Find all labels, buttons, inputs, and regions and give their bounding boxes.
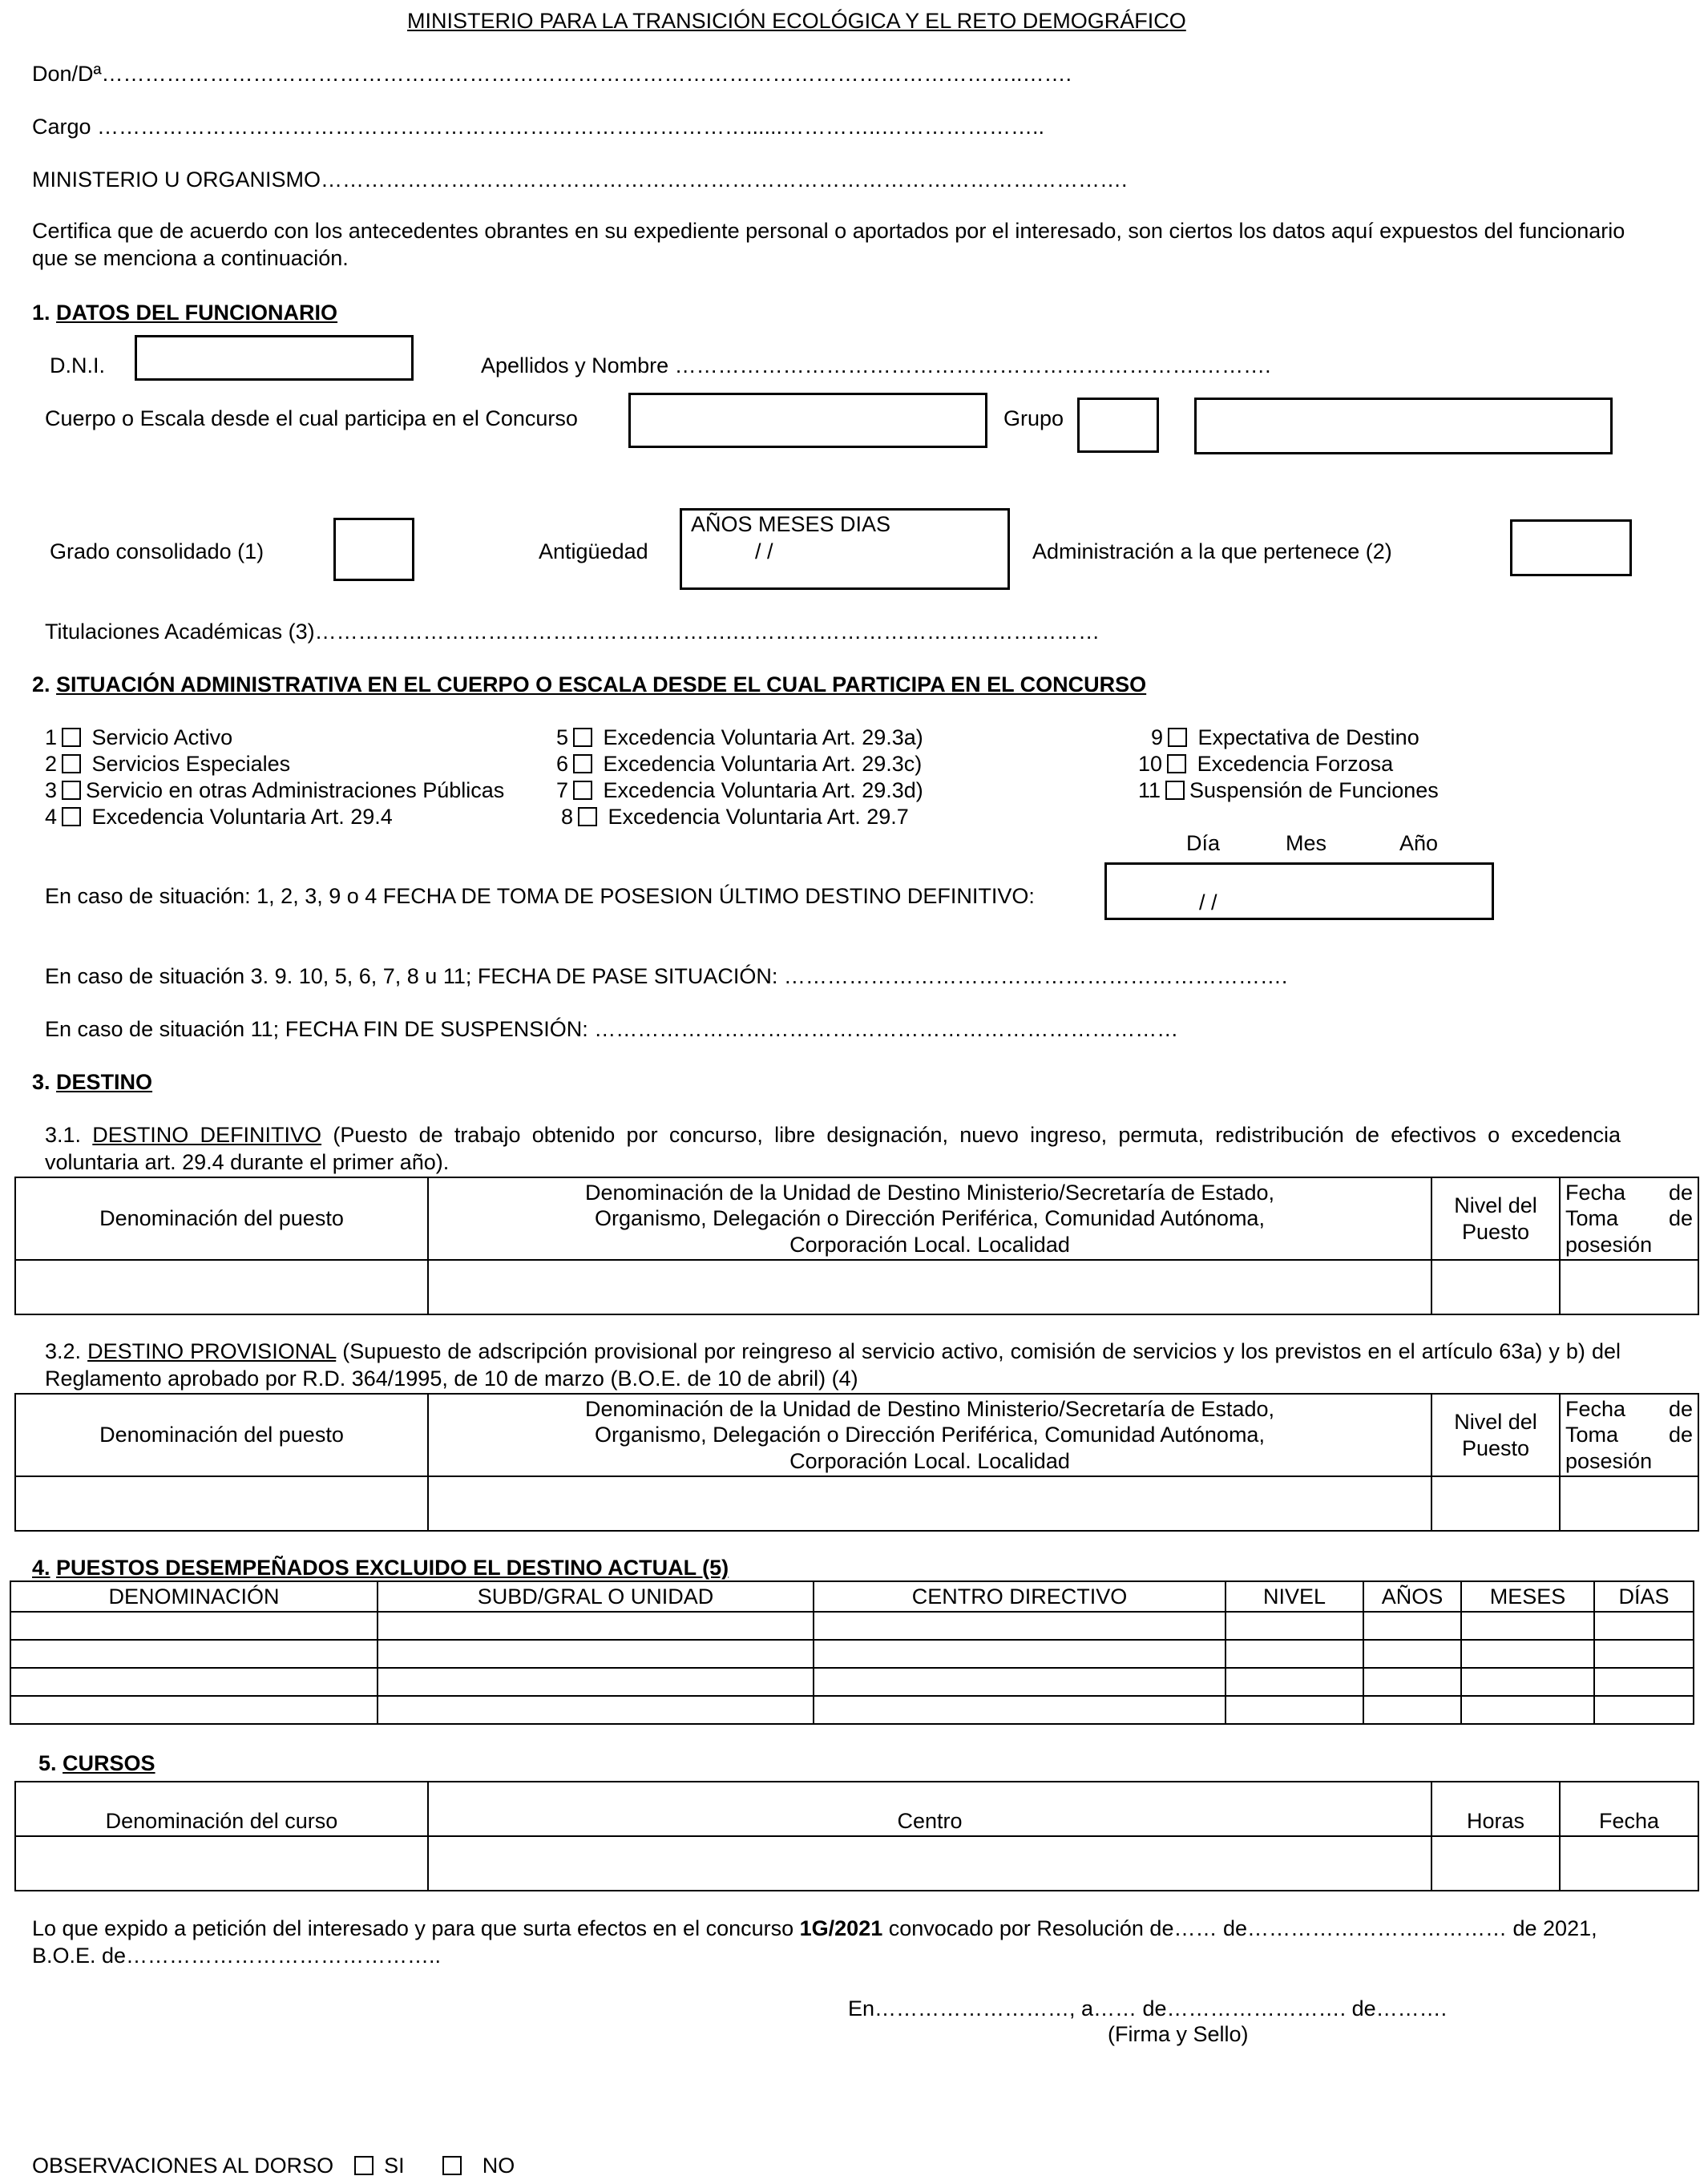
option-3[interactable]: 3 Servicio en otras Administraciones Públicas bbox=[45, 778, 505, 802]
destino-definitivo-text: 3.1. DESTINO DEFINITIVO (Puesto de trabajo obtenido por concurso, libre designación, nuevo ingreso, permuta, redistribución de efectivos o excedencia voluntaria art. 29.4 durante el primer año). bbox=[45, 1123, 1621, 1174]
table-cell-input[interactable] bbox=[15, 1260, 428, 1314]
grupo-label: Grupo bbox=[1003, 406, 1064, 430]
option-label: Expectativa de Destino bbox=[1197, 725, 1419, 749]
col-nivel: Nivel del Puesto bbox=[1431, 1177, 1560, 1260]
option-7[interactable]: 7 Excedencia Voluntaria Art. 29.3d) bbox=[556, 778, 923, 802]
col-unidad: Denominación de la Unidad de Destino Ministerio/Secretaría de Estado, Organismo, Delegación o Dirección Periférica, Comunidad Autónoma, Corporación Local. Localidad bbox=[428, 1394, 1431, 1476]
toma-posesion-text: En caso de situación: 1, 2, 3, 9 o 4 FECHA DE TOMA DE POSESION ÚLTIMO DESTINO DEFINITIVO: bbox=[45, 884, 1035, 908]
grupo-extra-input[interactable] bbox=[1194, 398, 1613, 454]
option-label: Excedencia Voluntaria Art. 29.3d) bbox=[603, 778, 923, 802]
option-label: Excedencia Voluntaria Art. 29.3c) bbox=[603, 752, 923, 776]
observaciones-no-label: NO bbox=[482, 2154, 515, 2178]
table-cell-input[interactable] bbox=[1560, 1476, 1698, 1531]
cargo-field[interactable]: Cargo ………………………………………………………………………………......…………..………………….. bbox=[32, 115, 1045, 139]
col-fecha: Fecha de Toma de posesión bbox=[1560, 1177, 1698, 1260]
administracion-input[interactable] bbox=[1510, 519, 1632, 576]
table-cell-input[interactable] bbox=[428, 1260, 1431, 1314]
date-header-ano: Año bbox=[1399, 831, 1439, 855]
fecha-pase-field[interactable]: En caso de situación 3. 9. 10, 5, 6, 7, 8 u 11; FECHA DE PASE SITUACIÓN: ……………………………………………………………. bbox=[45, 964, 1288, 988]
option-label: Suspensión de Funciones bbox=[1189, 778, 1439, 802]
toma-posesion-date-input[interactable] bbox=[1104, 862, 1494, 920]
observaciones-row bbox=[32, 2153, 515, 2178]
section-4-title: PUESTOS DESEMPEÑADOS EXCLUIDO EL DESTINO ACTUAL (5) bbox=[56, 1556, 729, 1580]
section-1-title: DATOS DEL FUNCIONARIO bbox=[56, 301, 338, 325]
checkbox-5[interactable] bbox=[573, 728, 592, 747]
firma-label: (Firma y Sello) bbox=[1108, 2022, 1249, 2046]
table-row[interactable] bbox=[10, 1668, 1694, 1696]
ministerio-field[interactable]: MINISTERIO U ORGANISMO…………………………………………………………………………………………………. bbox=[32, 168, 1128, 192]
option-label: Servicio Activo bbox=[91, 725, 233, 749]
grado-input[interactable] bbox=[333, 518, 414, 581]
table-cell-input[interactable] bbox=[1431, 1836, 1560, 1891]
checkbox-8[interactable] bbox=[578, 807, 597, 826]
checkbox-10[interactable] bbox=[1167, 754, 1186, 773]
col-meses: MESES bbox=[1461, 1581, 1594, 1612]
antiguedad-header: AÑOS MESES DIAS bbox=[691, 512, 891, 536]
section-5-heading bbox=[38, 1750, 155, 1776]
col-denominacion: DENOMINACIÓN bbox=[10, 1581, 378, 1612]
section-1-number: 1. bbox=[32, 301, 50, 325]
table-cell-input[interactable] bbox=[1431, 1476, 1560, 1531]
option-4[interactable]: 4 Excedencia Voluntaria Art. 29.4 bbox=[45, 805, 393, 829]
section-4-number: 4. bbox=[32, 1556, 50, 1580]
checkbox-4[interactable] bbox=[62, 807, 81, 826]
table-row[interactable] bbox=[10, 1640, 1694, 1668]
option-label: Excedencia Voluntaria Art. 29.3a) bbox=[603, 725, 923, 749]
section-5-title: CURSOS bbox=[63, 1751, 155, 1775]
option-5[interactable]: 5 Excedencia Voluntaria Art. 29.3a) bbox=[556, 725, 923, 749]
section-2-number: 2. bbox=[32, 672, 50, 696]
titulaciones-field[interactable]: Titulaciones Académicas (3)………………………………………………….…………………………………………… bbox=[45, 620, 1100, 644]
col-nivel: NIVEL bbox=[1226, 1581, 1363, 1612]
observaciones-si-label: SI bbox=[384, 2154, 405, 2178]
table-row[interactable] bbox=[10, 1696, 1694, 1724]
checkbox-7[interactable] bbox=[573, 781, 592, 800]
checkbox-9[interactable] bbox=[1168, 728, 1187, 747]
table-row[interactable] bbox=[10, 1612, 1694, 1640]
dni-label: D.N.I. bbox=[50, 353, 106, 377]
cuerpo-label: Cuerpo o Escala desde el cual participa en el Concurso bbox=[45, 406, 578, 430]
lugar-fecha-field[interactable]: En………………………, a…… de……………………. de………. bbox=[848, 1996, 1448, 2021]
checkbox-11[interactable] bbox=[1165, 781, 1185, 800]
option-label: Servicio en otras Administraciones Públicas bbox=[86, 778, 505, 802]
col-fecha: Fecha bbox=[1560, 1782, 1698, 1836]
section-1-heading bbox=[32, 300, 337, 325]
toma-date-slashes: / / bbox=[1199, 890, 1217, 914]
administracion-label: Administración a la que pertenece (2) bbox=[1032, 539, 1392, 563]
destino-provisional-text: 3.2. DESTINO PROVISIONAL (Supuesto de adscripción provisional por reingreso al servicio activo, comisión de servicios y los previstos en el artículo 63a) y b) del Reglamento aprobado por R.D. 364/1995, de 10 de marzo (B.O.E. de 10 de abril) (4) bbox=[45, 1339, 1621, 1391]
col-unidad: Denominación de la Unidad de Destino Ministerio/Secretaría de Estado, Organismo, Delegación o Dirección Periférica, Comunidad Autónoma, Corporación Local. Localidad bbox=[428, 1177, 1431, 1260]
antiguedad-slashes: / / bbox=[755, 539, 773, 563]
table-cell-input[interactable] bbox=[1560, 1260, 1698, 1314]
section-3-title: DESTINO bbox=[56, 1070, 153, 1094]
option-6[interactable]: 6 Excedencia Voluntaria Art. 29.3c) bbox=[556, 752, 923, 776]
col-subd: SUBD/GRAL O UNIDAD bbox=[378, 1581, 814, 1612]
col-centro: Centro bbox=[428, 1782, 1431, 1836]
dni-input[interactable] bbox=[135, 335, 414, 381]
col-nivel: Nivel del Puesto bbox=[1431, 1394, 1560, 1476]
date-header-mes: Mes bbox=[1286, 831, 1327, 855]
observaciones-no-checkbox[interactable] bbox=[442, 2156, 462, 2175]
section-3-heading bbox=[32, 1069, 152, 1095]
fecha-fin-field[interactable]: En caso de situación 11; FECHA FIN DE SUSPENSIÓN: ……………………………………………………………………… bbox=[45, 1017, 1179, 1041]
cuerpo-input[interactable] bbox=[628, 393, 987, 448]
cursos-table bbox=[14, 1781, 1699, 1891]
col-puesto: Denominación del puesto bbox=[15, 1394, 428, 1476]
option-1[interactable]: 1 Servicio Activo bbox=[45, 725, 233, 749]
grado-label: Grado consolidado (1) bbox=[50, 539, 264, 563]
col-puesto: Denominación del puesto bbox=[15, 1177, 428, 1260]
section-4-heading bbox=[32, 1555, 729, 1580]
col-anos: AÑOS bbox=[1363, 1581, 1461, 1612]
date-header-dia: Día bbox=[1186, 831, 1221, 855]
don-field[interactable]: Don/Dª………………………………………………………………………………………………………………..……. bbox=[32, 62, 1072, 86]
grupo-input[interactable] bbox=[1077, 398, 1159, 453]
option-label: Excedencia Voluntaria Art. 29.4 bbox=[91, 805, 393, 829]
table-cell-input[interactable] bbox=[1431, 1260, 1560, 1314]
apellidos-field[interactable]: Apellidos y Nombre ……………………………………………………………….………. bbox=[481, 353, 1271, 377]
section-5-number: 5. bbox=[38, 1751, 57, 1775]
section-2-title: SITUACIÓN ADMINISTRATIVA EN EL CUERPO O ESCALA DESDE EL CUAL PARTICIPA EN EL CONCURSO bbox=[56, 672, 1147, 696]
table-cell-input[interactable] bbox=[1560, 1836, 1698, 1891]
observaciones-label: OBSERVACIONES AL DORSO bbox=[32, 2154, 334, 2178]
option-label: Excedencia Forzosa bbox=[1197, 752, 1394, 776]
option-11[interactable]: 11 Suspensión de Funciones bbox=[1138, 778, 1439, 802]
destino-provisional-table bbox=[14, 1393, 1699, 1532]
observaciones-si-checkbox[interactable] bbox=[354, 2156, 374, 2175]
table-cell-input[interactable] bbox=[15, 1476, 428, 1531]
certifica-text: Certifica que de acuerdo con los antecedentes obrantes en su expediente personal o aportados por el interesado, son ciertos los datos aquí expuestos del funcionario que se menciona a continuación. bbox=[32, 219, 1625, 270]
puestos-table bbox=[10, 1580, 1694, 1725]
col-fecha: Fecha de Toma de posesión bbox=[1560, 1394, 1698, 1476]
destino-definitivo-table bbox=[14, 1177, 1699, 1315]
option-label: Excedencia Voluntaria Art. 29.7 bbox=[608, 805, 909, 829]
checkbox-3[interactable] bbox=[62, 781, 81, 800]
table-cell-input[interactable] bbox=[428, 1476, 1431, 1531]
option-2[interactable]: 2 Servicios Especiales bbox=[45, 752, 291, 776]
option-9[interactable]: 9 Expectativa de Destino bbox=[1151, 725, 1419, 749]
page-title: MINISTERIO PARA LA TRANSICIÓN ECOLÓGICA Y EL RETO DEMOGRÁFICO bbox=[407, 9, 1186, 33]
option-8[interactable]: 8 Excedencia Voluntaria Art. 29.7 bbox=[561, 805, 909, 829]
col-curso: Denominación del curso bbox=[15, 1782, 428, 1836]
checkbox-6[interactable] bbox=[573, 754, 592, 773]
option-label: Servicios Especiales bbox=[91, 752, 291, 776]
table-cell-input[interactable] bbox=[428, 1836, 1431, 1891]
option-10[interactable]: 10 Excedencia Forzosa bbox=[1138, 752, 1394, 776]
expido-text: Lo que expido a petición del interesado y para que surta efectos en el concurso 1G/2021 convocado por Resolución de…… de……………………………… de 2021, B.O.E. de…………………………………….. bbox=[32, 1916, 1597, 1968]
section-2-heading bbox=[32, 672, 1146, 697]
antiguedad-label: Antigüedad bbox=[539, 539, 648, 563]
section-3-number: 3. bbox=[32, 1070, 50, 1094]
table-cell-input[interactable] bbox=[15, 1836, 428, 1891]
checkbox-1[interactable] bbox=[62, 728, 81, 747]
col-dias: DÍAS bbox=[1594, 1581, 1694, 1612]
checkbox-2[interactable] bbox=[62, 754, 81, 773]
concurso-code: 1G/2021 bbox=[799, 1916, 883, 1940]
col-horas: Horas bbox=[1431, 1782, 1560, 1836]
col-centro: CENTRO DIRECTIVO bbox=[814, 1581, 1226, 1612]
